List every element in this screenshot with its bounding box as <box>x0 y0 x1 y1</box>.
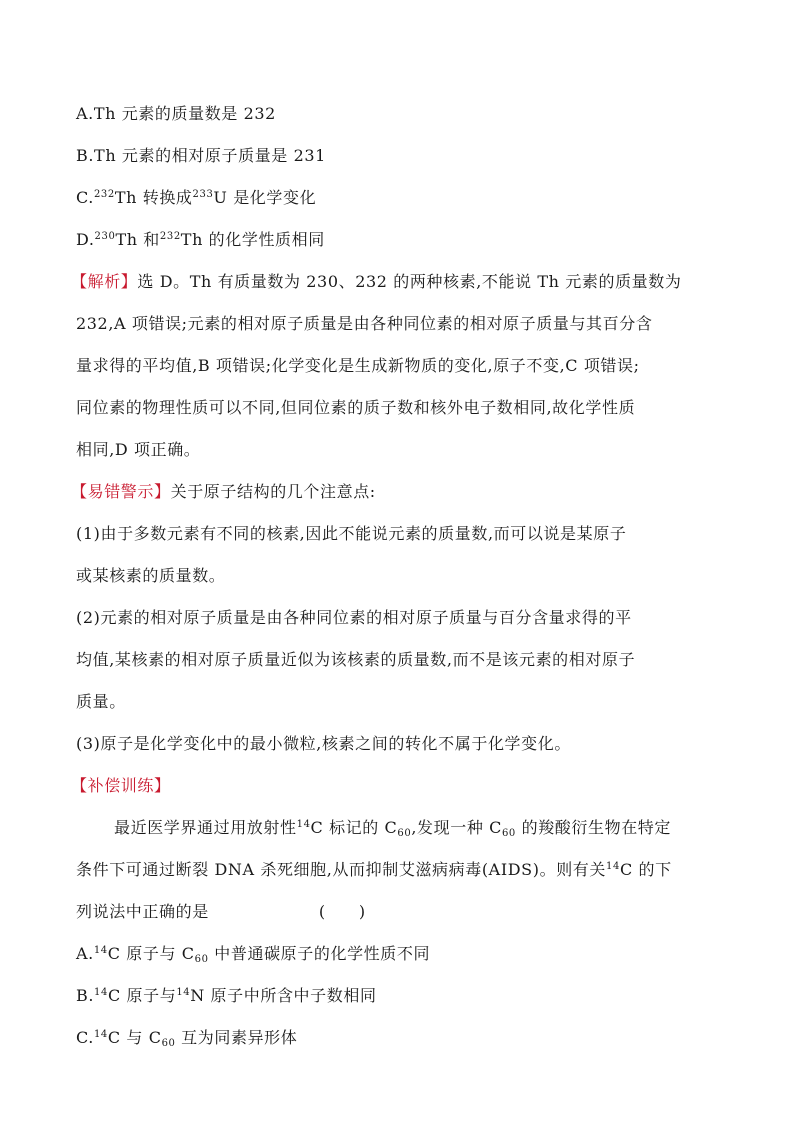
option-c: C.$^{232}$Th 转换成$^{233}$U 是化学变化 <box>76 188 317 207</box>
analysis-tag: 【解析】 <box>71 272 138 291</box>
practice-option-b: B.$^{14}$C 原子与$^{14}$N 原子中所含中子数相同 <box>76 986 377 1005</box>
warning-line-5: 质量。 <box>76 692 126 711</box>
warning-heading: 【易错警示】关于原子结构的几个注意点: <box>71 482 376 501</box>
option-d: D.$^{230}$Th 和$^{232}$Th 的化学性质相同 <box>76 230 325 249</box>
warning-line-3: (2)元素的相对原子质量是由各种同位素的相对原子质量与百分含量求得的平 <box>76 608 632 627</box>
warning-tag: 【易错警示】 <box>71 482 171 501</box>
practice-tag: 【补偿训练】 <box>71 776 171 795</box>
practice-option-a: A.$^{14}$C 原子与 $C_{60}$ 中普通碳原子的化学性质不同 <box>76 944 431 965</box>
analysis-line-3: 量求得的平均值,B 项错误;化学变化是生成新物质的变化,原子不变,C 项错误; <box>76 356 640 375</box>
warning-line-2: 或某核素的质量数。 <box>76 566 226 585</box>
analysis-line-2: 232,A 项错误;元素的相对原子质量是由各种同位素的相对原子质量与其百分含 <box>76 314 653 333</box>
analysis-line-4: 同位素的物理性质可以不同,但同位素的质子数和核外电子数相同,故化学性质 <box>76 398 636 417</box>
practice-option-c: C.$^{14}$C 与 $C_{60}$ 互为同素异形体 <box>76 1028 298 1049</box>
answer-blank: ( ) <box>318 902 366 921</box>
warning-line-6: (3)原子是化学变化中的最小微粒,核素之间的转化不属于化学变化。 <box>76 734 571 753</box>
practice-question-line-2: 条件下可通过断裂 DNA 杀死细胞,从而抑制艾滋病病毒(AIDS)。则有关$^{14}$C 的下 <box>76 860 672 879</box>
option-a: A.Th 元素的质量数是 232 <box>76 104 276 123</box>
warning-line-4: 均值,某核素的相对原子质量近似为该核素的质量数,而不是该元素的相对原子 <box>76 650 636 669</box>
analysis-line-5: 相同,D 项正确。 <box>76 440 201 459</box>
analysis-line-1: 【解析】选 D。Th 有质量数为 230、232 的两种核素,不能说 Th 元素的质量数为 <box>71 272 682 291</box>
warning-line-1: (1)由于多数元素有不同的核素,因此不能说元素的质量数,而可以说是某原子 <box>76 524 627 543</box>
option-b: B.Th 元素的相对原子质量是 231 <box>76 146 326 165</box>
practice-question-line-3: 列说法中正确的是 ( ) <box>76 902 366 921</box>
practice-question-line-1: 最近医学界通过用放射性$^{14}$C 标记的 $C_{60}$,发现一种 $C_{60}$ 的羧酸衍生物在特定 <box>114 818 671 839</box>
